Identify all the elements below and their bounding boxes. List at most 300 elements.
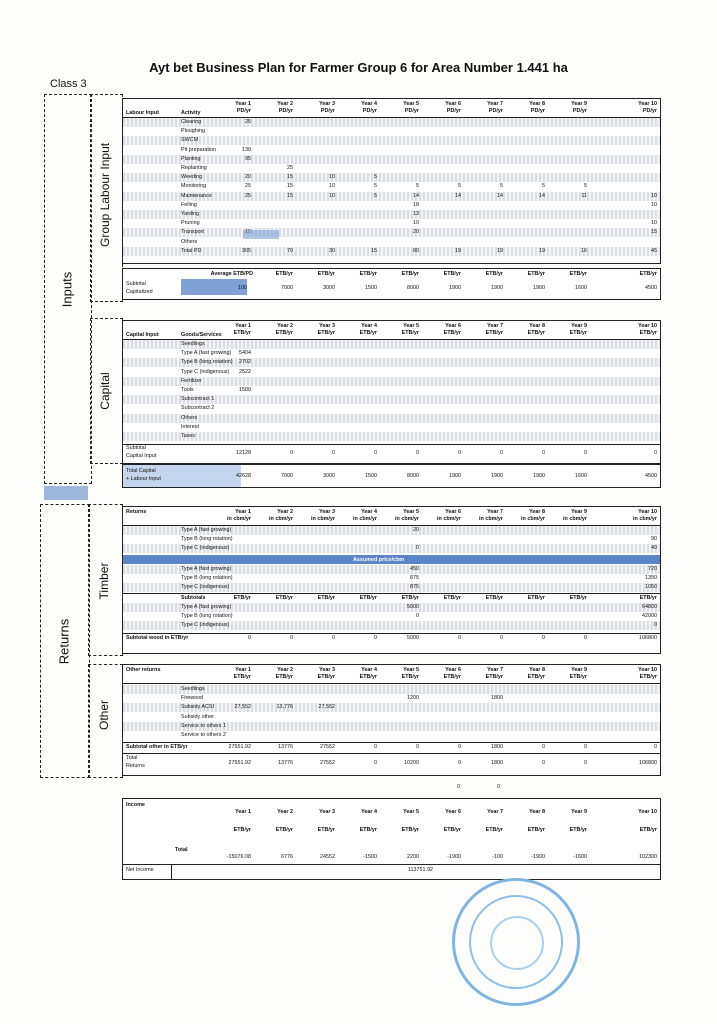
unit-header: in cbm/yr [227, 516, 251, 522]
cell-value: 10 [413, 220, 419, 227]
cell-value: 13 [413, 211, 419, 217]
cell-value: 875 [410, 584, 419, 591]
table-row [123, 386, 660, 395]
cell-value: 0 [416, 744, 419, 750]
table-row [123, 404, 660, 413]
year-header: Year 5 [403, 509, 419, 515]
below-values [440, 784, 560, 794]
year-header: Year 9 [571, 509, 587, 515]
table-row [123, 377, 660, 386]
cell-value: 5000 [407, 604, 419, 610]
unit-header: ETB/yr [569, 827, 587, 833]
cell-value: 130 [242, 146, 251, 153]
cell-value: 0 [332, 450, 335, 456]
unit-header: ETB/yr [639, 595, 657, 601]
unit-header: ETB/yr [569, 330, 587, 336]
net-income-label: Net Income [126, 867, 154, 873]
unit-header: ETB/yr [569, 271, 587, 277]
subtotal-rule [123, 742, 660, 743]
row-label: Type B (long rotation) [181, 613, 233, 620]
cell-value: 0 [416, 450, 419, 456]
cell-value: 0 [374, 450, 377, 456]
year-header: Year 2 [277, 667, 293, 673]
unit-header: PD/yr [642, 108, 657, 114]
cell-value: 27551.92 [228, 760, 251, 766]
subtotals-label: Subtotals [181, 595, 206, 601]
unit-header: ETB/yr [443, 827, 461, 833]
cell-value: 4500 [645, 285, 657, 291]
cell-value: 5 [374, 192, 377, 199]
unit-header: ETB/yr [569, 595, 587, 601]
cell-value: 15 [287, 174, 293, 181]
capital-section [122, 320, 661, 464]
row-label: SWCM [181, 137, 199, 144]
year-header: Year 7 [487, 667, 503, 673]
cell-value: 2200 [407, 854, 419, 860]
cell-value: 1600 [575, 285, 587, 291]
cell-value: 0 [458, 450, 461, 456]
timber-label: Timber [97, 562, 111, 600]
table-row [123, 136, 660, 145]
cell-value: 1800 [491, 695, 503, 702]
cell-value: 18 [413, 201, 419, 208]
cell-value: 20 [245, 174, 251, 181]
cell-value: 15 [287, 183, 293, 190]
table-row [123, 182, 660, 191]
cell-value: 27,552 [234, 704, 251, 711]
cell-value: 305 [242, 247, 251, 254]
capital-subtotal-label2: Capital Input [126, 453, 157, 459]
cell-value: 45 [651, 247, 657, 254]
cell-value: 5 [542, 183, 545, 190]
unit-header: PD/yr [320, 108, 335, 114]
cell-value: 1800 [491, 760, 503, 766]
unit-header: ETB/yr [527, 271, 545, 277]
net-income-divider [171, 864, 172, 879]
transport-highlight [243, 230, 279, 239]
unit-header: in cbm/yr [269, 516, 293, 522]
table-row [123, 612, 660, 621]
row-label: Subsidy other [181, 713, 214, 720]
cell-value: 16 [581, 247, 587, 254]
cell-value: 0 [416, 613, 419, 620]
unit-header: ETB/yr [233, 330, 251, 336]
table-row [123, 526, 660, 535]
other-label: Other [97, 700, 111, 731]
cell-value: 1900 [449, 473, 461, 479]
unit-header: ETB/yr [233, 827, 251, 833]
table-row [123, 731, 660, 740]
unit-header: in cbm/yr [437, 516, 461, 522]
row-label: Taxes [181, 433, 196, 439]
unit-header: ETB/yr [317, 674, 335, 680]
cell-value: 14 [413, 192, 419, 199]
row-label: Replanting [181, 165, 207, 171]
unit-header: ETB/yr [401, 674, 419, 680]
table-row [123, 574, 660, 583]
cell-value: 2702 [239, 359, 251, 366]
year-header: Year 4 [361, 323, 377, 329]
cell-value: 64800 [642, 604, 657, 610]
avg-header: Average ETB/PD [210, 271, 253, 277]
cell-value: 1500 [365, 473, 377, 479]
row-label: Type C (indigenous) [181, 545, 230, 552]
cell-value: 40 [651, 545, 657, 552]
capital-label: Capital [98, 372, 112, 410]
cell-value: 11 [581, 192, 587, 199]
labour-h2: Activity [181, 110, 201, 116]
total-capital-label2: + Labour Input [126, 476, 161, 482]
year-header: Year 4 [361, 809, 377, 815]
cell-value: 0 [542, 744, 545, 750]
unit-header: PD/yr [572, 108, 587, 114]
table-row [123, 146, 660, 155]
capital-total-section [122, 464, 661, 488]
cell-value: 1050 [645, 584, 657, 591]
year-header: Year 8 [529, 667, 545, 673]
table-row [123, 219, 660, 228]
capitalized-label: Capitalized [126, 289, 153, 295]
cell-value: -1600 [573, 854, 587, 860]
inputs-returns-separator [44, 486, 88, 500]
year-header: Year 10 [638, 101, 657, 107]
unit-header: ETB/yr [639, 827, 657, 833]
cell-value: 0 [458, 744, 461, 750]
table-row [123, 238, 660, 247]
row-label: Monitoring [181, 183, 207, 190]
cell-value: -1900 [531, 854, 545, 860]
table-row [123, 192, 660, 201]
year-header: Year 6 [445, 809, 461, 815]
row-label: Type B (long rotation) [181, 536, 233, 543]
row-label: Firewood [181, 695, 204, 702]
year-header: Year 7 [487, 101, 503, 107]
year-header: Year 8 [529, 809, 545, 815]
returns-label: Returns [56, 618, 72, 665]
unit-header: ETB/yr [401, 330, 419, 336]
year-header: Year 1 [235, 101, 251, 107]
cell-value: 1900 [533, 285, 545, 291]
cell-value: 5 [416, 183, 419, 190]
other-section [122, 664, 661, 776]
table-row [123, 210, 660, 219]
unit-header: ETB/yr [485, 330, 503, 336]
cell-value: 106800 [639, 635, 657, 641]
cell-value: 19 [497, 247, 503, 254]
row-label: Tools [181, 387, 194, 393]
cell-value: 0 [416, 545, 419, 552]
table-row [123, 694, 660, 703]
year-header: Year 5 [403, 323, 419, 329]
row-label: Type C (indigenous) [181, 584, 230, 591]
row-label: Ploughing [181, 128, 205, 135]
cell-value: -15076.08 [226, 854, 251, 860]
cell-value: 0 [374, 744, 377, 750]
table-row [123, 368, 660, 377]
unit-header: ETB/yr [359, 271, 377, 277]
capital-h1: Capital Input [126, 332, 159, 338]
class-label: Class 3 [50, 78, 87, 90]
year-header: Year 8 [529, 509, 545, 515]
cell-value: 30 [329, 247, 335, 254]
cell-value: 27552 [320, 760, 335, 766]
cell-value: 5 [374, 183, 377, 190]
below-value: 0 [497, 784, 500, 790]
unit-header: in cbm/yr [353, 516, 377, 522]
unit-header: ETB/yr [443, 330, 461, 336]
row-label: Transport [181, 229, 204, 236]
other-h1: Other returns [126, 667, 161, 673]
year-header: Year 3 [319, 323, 335, 329]
year-header: Year 8 [529, 101, 545, 107]
avg-value: 100 [238, 285, 247, 291]
row-label: Planting [181, 155, 201, 162]
row-label: Service to others 2 [181, 732, 226, 738]
row-label: Type A (fast growing) [181, 350, 232, 357]
row-label: Type C (indigenous) [181, 622, 230, 629]
year-header: Year 7 [487, 809, 503, 815]
row-label: Service to others 1 [181, 722, 226, 729]
cell-value: 10 [329, 183, 335, 190]
labour-label: Group Labour Input [98, 142, 112, 247]
cell-value: 0 [542, 450, 545, 456]
cell-value: 10 [651, 201, 657, 208]
cell-value: 14 [497, 192, 503, 199]
table-row [123, 583, 660, 592]
cell-value: 5 [458, 183, 461, 190]
year-header: Year 2 [277, 509, 293, 515]
cell-value: 1800 [491, 744, 503, 750]
row-label: Yarding [181, 211, 200, 217]
row-label: Type B (long rotation) [181, 575, 233, 582]
unit-header: ETB/yr [527, 674, 545, 680]
table-row [123, 432, 660, 441]
unit-header: ETB/yr [639, 674, 657, 680]
inputs-label: Inputs [59, 271, 75, 308]
table-row [123, 155, 660, 164]
cell-value: 0 [500, 450, 503, 456]
cell-value: 102300 [639, 854, 657, 860]
cell-value: 42000 [642, 613, 657, 620]
row-label: Others [181, 238, 198, 245]
unit-header: ETB/yr [485, 674, 503, 680]
timber-section [122, 506, 661, 654]
year-header: Year 9 [571, 101, 587, 107]
cell-value: 5000 [407, 635, 419, 641]
cell-value: 1900 [533, 473, 545, 479]
cell-value: 12128 [236, 450, 251, 456]
cell-value: 0 [374, 635, 377, 641]
cell-value: 15 [287, 192, 293, 199]
unit-header: ETB/yr [639, 271, 657, 277]
cell-value: 4500 [645, 473, 657, 479]
table-row [123, 685, 660, 694]
year-header: Year 3 [319, 101, 335, 107]
table-row [123, 722, 660, 731]
cell-value: 10200 [404, 760, 419, 766]
year-header: Year 9 [571, 323, 587, 329]
unit-header: PD/yr [278, 108, 293, 114]
row-label: Subcontract 2 [181, 405, 215, 412]
unit-header: in cbm/yr [563, 516, 587, 522]
year-header: Year 6 [445, 323, 461, 329]
cell-value: 10 [651, 192, 657, 199]
unit-header: in cbm/yr [479, 516, 503, 522]
cell-value: 10 [651, 220, 657, 227]
cell-value: 24552 [320, 854, 335, 860]
unit-header: ETB/yr [317, 595, 335, 601]
cell-value: 6776 [281, 854, 293, 860]
unit-header: ETB/yr [317, 271, 335, 277]
cell-value: 1500 [365, 285, 377, 291]
row-label: Type A (fast growing) [181, 604, 232, 610]
cell-value: 13,776 [276, 704, 293, 711]
timber-subtotal-label: Subtotal wood in ETB/yr [126, 635, 189, 641]
year-header: Year 3 [319, 509, 335, 515]
cell-value: 0 [458, 760, 461, 766]
total-returns-label: Total [126, 755, 138, 761]
row-label: Pit preparation [181, 146, 217, 153]
cell-value: 5404 [239, 350, 251, 357]
row-label: Weeding [181, 174, 203, 181]
cell-value: 0 [542, 635, 545, 641]
cell-value: 1350 [645, 575, 657, 582]
unit-header: ETB/yr [359, 827, 377, 833]
unit-header: ETB/yr [359, 330, 377, 336]
year-header: Year 9 [571, 809, 587, 815]
cell-value: 8000 [407, 473, 419, 479]
unit-header: PD/yr [530, 108, 545, 114]
cell-value: 19 [455, 247, 461, 254]
table-row [123, 565, 660, 574]
cell-value: 14 [539, 192, 545, 199]
table-row [123, 535, 660, 544]
cell-value: 450 [410, 566, 419, 572]
subtotal-rule [123, 633, 660, 634]
unit-header: ETB/yr [233, 595, 251, 601]
income-total-label: Total [175, 847, 188, 853]
cell-value: 19 [539, 247, 545, 254]
year-header: Year 2 [277, 101, 293, 107]
cell-value: 0 [584, 744, 587, 750]
unit-header: ETB/yr [317, 827, 335, 833]
cell-value: 0 [654, 622, 657, 629]
cell-value: 0 [584, 450, 587, 456]
unit-header: ETB/yr [275, 271, 293, 277]
unit-header: in cbm/yr [395, 516, 419, 522]
table-row [123, 395, 660, 404]
year-header: Year 7 [487, 323, 503, 329]
cell-value: 10 [329, 192, 335, 199]
cell-value: 7000 [281, 285, 293, 291]
year-header: Year 3 [319, 667, 335, 673]
cell-value: 0 [332, 635, 335, 641]
unit-header: ETB/yr [527, 827, 545, 833]
cell-value: 1900 [491, 473, 503, 479]
year-header: Year 10 [638, 323, 657, 329]
unit-header: ETB/yr [317, 330, 335, 336]
unit-header: ETB/yr [359, 595, 377, 601]
row-label: Felling [181, 201, 197, 208]
cell-value: 0 [654, 450, 657, 456]
row-label: Pruning [181, 220, 200, 227]
cell-value: 3000 [323, 285, 335, 291]
cell-value: -1500 [363, 854, 377, 860]
year-header: Year 6 [445, 667, 461, 673]
cell-value: 14 [455, 192, 461, 199]
year-header: Year 3 [319, 809, 335, 815]
official-seal [452, 878, 580, 1006]
cell-value: 5 [584, 183, 587, 190]
cell-value: 0 [290, 450, 293, 456]
year-header: Year 9 [571, 667, 587, 673]
unit-header: PD/yr [236, 108, 251, 114]
table-row [123, 247, 660, 256]
cell-value: 95 [245, 155, 251, 162]
unit-header: ETB/yr [233, 674, 251, 680]
cell-value: 5 [500, 183, 503, 190]
cell-value: 0 [584, 760, 587, 766]
cell-value: 70 [287, 247, 293, 254]
below-value: 0 [457, 784, 460, 790]
subtotal-label: Subtotal [126, 281, 146, 287]
year-header: Year 6 [445, 101, 461, 107]
cell-value: 27,552 [318, 704, 335, 711]
table-row [123, 544, 660, 553]
unit-header: ETB/yr [443, 271, 461, 277]
cell-value: 0 [500, 635, 503, 641]
cell-value: 0 [458, 635, 461, 641]
cell-value: 90 [651, 536, 657, 543]
unit-header: ETB/yr [275, 330, 293, 336]
row-label: Subcontract 1 [181, 396, 215, 403]
unit-header: PD/yr [404, 108, 419, 114]
cell-value: 25 [245, 183, 251, 190]
cell-value: 3000 [323, 473, 335, 479]
unit-header: ETB/yr [401, 827, 419, 833]
cell-value: 2522 [239, 368, 251, 375]
income-section [122, 798, 661, 880]
income-h1: Income [126, 802, 145, 808]
unit-header: ETB/yr [443, 674, 461, 680]
cell-value: 10 [329, 174, 335, 181]
cell-value: 0 [248, 635, 251, 641]
table-row [123, 423, 660, 432]
year-header: Year 2 [277, 809, 293, 815]
year-header: Year 7 [487, 509, 503, 515]
row-label: Total PD [181, 247, 202, 254]
year-header: Year 10 [638, 509, 657, 515]
unit-header: ETB/yr [275, 595, 293, 601]
timber-h1: Returns [126, 509, 147, 515]
row-label: Seedlings [181, 341, 205, 347]
unit-header: ETB/yr [401, 595, 419, 601]
capital-h2: Goods/Services [181, 332, 222, 338]
cell-value: 5 [374, 174, 377, 181]
row-label: Subsidy ACSI [181, 704, 214, 711]
cell-value: 25 [287, 165, 293, 171]
row-label: Seedlings [181, 686, 205, 692]
table-row [123, 621, 660, 630]
unit-header: in cbm/yr [633, 516, 657, 522]
net-income-value: 113751.92 [407, 867, 433, 873]
price-label: Assumed price/cbm [353, 557, 405, 563]
cell-value: 0 [542, 760, 545, 766]
year-header: Year 1 [235, 667, 251, 673]
year-header: Year 1 [235, 809, 251, 815]
cell-value: 875 [410, 575, 419, 582]
row-label: Fertilizer [181, 377, 202, 384]
